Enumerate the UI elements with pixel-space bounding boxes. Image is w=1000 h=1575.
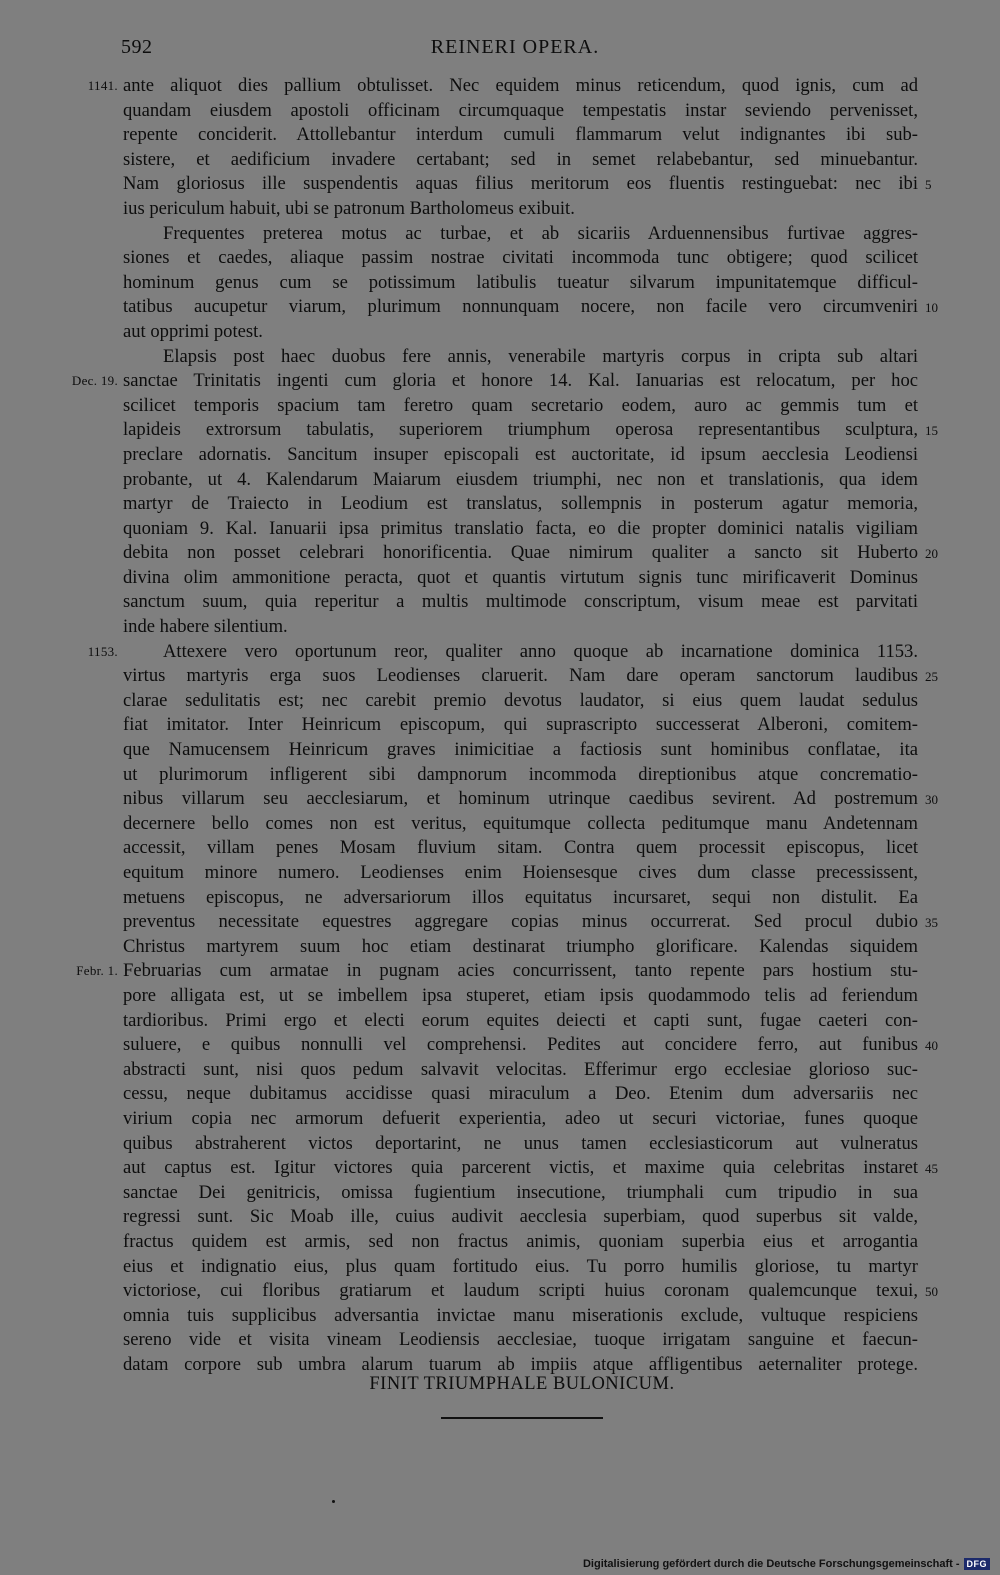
- line-text: equitum minore numero. Leodienses enim Hoiensesque cives dum classe precessissent,: [123, 862, 918, 883]
- line-text: que Namucensem Heinricum graves inimicitiae a factiosis sunt hominibus conflatae, ita: [123, 739, 918, 761]
- line-text: tardioribus. Primi ergo et electi eorum equites deiecti et capti sunt, fugae caeteri con-: [123, 1009, 918, 1031]
- text-line: [0, 836, 1000, 861]
- line-text: aut opprimi potest.: [123, 320, 263, 342]
- line-text: fiat imitator. Inter Heinricum episcopum, qui suprascripto successerat Alberoni, comitem-: [123, 714, 918, 736]
- line-text: aut captus est. Igitur victores quia parcerent victis, et maxime quia celebritas instaret: [123, 1157, 918, 1179]
- text-line: [0, 345, 1000, 370]
- text-line: [0, 1304, 1000, 1329]
- text-line: [0, 418, 1000, 443]
- text-line: [0, 910, 1000, 935]
- text-line: [0, 1107, 1000, 1132]
- margin-date-note: 1153.: [87, 643, 118, 659]
- line-text: Februarias cum armatae in pugnam acies concurrissent, tanto repente pars hostium stu-: [123, 960, 918, 982]
- line-text: ut plurimorum infligerent sibi dampnorum incommoda direptionibus atque concrematio-: [123, 763, 918, 785]
- text-line: [0, 861, 1000, 886]
- text-line: [0, 246, 1000, 271]
- text-line: [0, 664, 1000, 689]
- line-text: suluere, e quibus nonnulli vel comprehensi. Pedites aut concidere ferro, aut funibus: [123, 1034, 918, 1056]
- text-line: [0, 566, 1000, 591]
- line-text: ius periculum habuit, ubi se patronum Bartholomeus exibuit.: [123, 197, 575, 219]
- page-number: 592: [121, 36, 153, 58]
- line-text: cessu, neque dubitamus accidisse quasi miraculum a Deo. Etenim dum adversariis nec: [123, 1083, 918, 1105]
- line-text: quandam eiusdem apostoli officinam circumquaque tempestatis instar seviendo pervenisset,: [123, 99, 918, 121]
- line-text: victoriose, cui floribus gratiarum et laudum scripti huius coronam qualemcunque texui,: [123, 1280, 918, 1302]
- text-line: [0, 74, 1000, 99]
- line-text: fractus quidem est armis, sed non fractus animis, quoniam superbia eius et arrogantia: [123, 1230, 918, 1252]
- line-number: 50: [925, 1284, 938, 1300]
- line-number: 40: [925, 1038, 938, 1054]
- text-line: [0, 713, 1000, 738]
- line-text: quibus abstraherent victos deportarint, ne unus tamen ecclesiasticorum aut vulneratus: [123, 1132, 918, 1154]
- text-line: [0, 320, 1000, 345]
- text-line: [0, 394, 1000, 419]
- margin-date-note: Dec. 19.: [71, 373, 118, 389]
- margin-date-note: 1141.: [87, 78, 118, 93]
- text-line: [0, 812, 1000, 837]
- line-number: 45: [925, 1161, 938, 1177]
- line-text: pore alligata est, ut se imbellem ipsa stuperet, etiam ipsis quodammodo telis ad feriendum: [123, 984, 918, 1006]
- line-text: datam corpore sub umbra alarum tuarum ab impiis atque affligentibus aeternaliter protege.: [123, 1353, 918, 1375]
- line-text: repente conciderit. Attollebantur interdum cumuli flammarum velut indignantes ibi sub-: [123, 124, 918, 146]
- line-text: sistere, et aedificium invadere certabant; sed in semet relabebantur, sed minuebantur.: [123, 148, 918, 170]
- text-line: [0, 984, 1000, 1009]
- line-text: Elapsis post haec duobus fere annis, venerabile martyris corpus in cripta sub altari: [163, 345, 918, 367]
- line-text: Nam gloriosus ille suspendentis aquas filius meritorum eos fluentis restinguebat: nec ibi: [123, 173, 918, 195]
- line-text: metuens episcopus, ne adversariorum illos equitatus incursaret, sequi non distulit. Ea: [123, 886, 918, 908]
- text-line: [0, 689, 1000, 714]
- text-line: [0, 1328, 1000, 1353]
- digitization-footer: [583, 1556, 990, 1572]
- text-line: [0, 1009, 1000, 1034]
- text-line: [0, 1279, 1000, 1304]
- line-text: tatibus aucupetur viarum, plurimum nonnunquam nocere, non facile vero circumveniri: [123, 296, 918, 318]
- line-text: decernere bello comes non est veritus, equitumque collecta peditumque manu Andetennam: [123, 812, 918, 834]
- text-line: [0, 468, 1000, 493]
- line-text: preclare adornatis. Sancitum insuper episcopali est auctoritate, id ipsum aecclesia Leodiensi: [123, 443, 918, 465]
- closing-rule: [441, 1417, 603, 1419]
- line-text: eius et indignatio eius, plus quam fortitudo eius. Tu porro humilis gloriose, tu martyr: [123, 1255, 918, 1277]
- line-text: omnia tuis supplicibus adversantia invictae manu miserationis exclude, vultuque respiciens: [123, 1304, 918, 1326]
- line-text: hominum genus cum se potissimum latibulis tueatur silvarum impunitatemque difficul-: [123, 271, 918, 293]
- line-text: Christus martyrem suum hoc etiam destinarat triumpho glorificare. Kalendas siquidem: [123, 935, 918, 957]
- text-line: [0, 369, 1000, 394]
- line-text: virium copia nec armorum defuerit experientia, adeo ut securi victoriae, funes quoque: [123, 1107, 918, 1129]
- line-text: virtus martyris erga suos Leodienses claruerit. Nam dare operam sanctorum laudibus: [123, 665, 918, 687]
- text-line: [0, 615, 1000, 640]
- text-line: [0, 640, 1000, 665]
- line-number: 30: [925, 792, 938, 808]
- closing-title: FINIT TRIUMPHALE BULONICUM.: [369, 1374, 675, 1394]
- text-line: [0, 1156, 1000, 1181]
- ink-speck: [332, 1500, 335, 1503]
- text-line: [0, 1230, 1000, 1255]
- text-line: [0, 541, 1000, 566]
- line-text: sanctae Trinitatis ingenti cum gloria et honore 14. Kal. Ianuarias est relocatum, per hoc: [123, 370, 918, 392]
- line-text: inde habere silentium.: [123, 616, 288, 638]
- text-line: [0, 123, 1000, 148]
- line-text: sanctae Dei genitricis, omissa fugientium insecutione, triumphali cum tripudio in sua: [123, 1181, 918, 1203]
- text-line: [0, 787, 1000, 812]
- text-line: [0, 1033, 1000, 1058]
- footer-credit: Digitalisierung gefördert durch die Deutsche Forschungsgemeinschaft -: [582, 1558, 960, 1570]
- line-text: quoniam 9. Kal. Ianuarii ipsa primitus translatio facta, eo die propter dominici natalis vigiliam: [123, 517, 918, 539]
- running-title: REINERI OPERA.: [430, 36, 600, 58]
- line-number: 25: [925, 669, 938, 685]
- body-text: [0, 74, 1000, 1377]
- line-text: sereno vide et visita vineam Leodiensis aecclesiae, tuoque irrigatam sanguine et faecun-: [123, 1329, 918, 1351]
- text-line: [0, 172, 1000, 197]
- text-line: [0, 271, 1000, 296]
- text-line: [0, 935, 1000, 960]
- line-text: scilicet temporis spacium tam feretro quam secretario eodem, auro ac gemmis tum et: [123, 394, 918, 416]
- line-text: regressi sunt. Sic Moab ille, cuius audivit aecclesia superbiam, quod superbus sit valde,: [123, 1206, 918, 1228]
- text-line: [0, 1058, 1000, 1083]
- text-line: [0, 443, 1000, 468]
- text-line: [0, 590, 1000, 615]
- line-text: abstracti sunt, nisi quos pedum salvavit velocitas. Efferimur ergo ecclesiae glorioso suc-: [123, 1058, 918, 1080]
- line-number: 15: [925, 423, 938, 439]
- line-text: clarae sedulitatis est; nec carebit premio devotus laudator, si eius quem laudat sedulus: [123, 689, 918, 711]
- line-number: 35: [925, 915, 938, 931]
- line-text: siones et caedes, aliaque passim nostrae civitati incommoda tunc obtigere; quod scilicet: [123, 247, 918, 269]
- line-number: 20: [925, 546, 938, 562]
- text-line: [0, 517, 1000, 542]
- text-line: [0, 738, 1000, 763]
- line-number: 10: [925, 300, 938, 316]
- line-text: martyr de Traiecto in Leodium est translatus, sollempnis in posterum agatur memoria,: [123, 493, 918, 515]
- line-number: 5: [925, 177, 932, 193]
- line-text: accessit, villam penes Mosam fluvium sitam. Contra quem processit episcopus, licet: [123, 837, 918, 859]
- line-text: probante, ut 4. Kalendarum Maiarum eiusdem triumphi, nec non et translationis, qua idem: [123, 468, 918, 490]
- text-line: [0, 492, 1000, 517]
- text-line: [0, 1255, 1000, 1280]
- margin-date-note: Febr. 1.: [76, 963, 118, 979]
- line-text: lapideis extrorsum tabulatis, superiorem triumphum operosa representantibus sculptura,: [123, 419, 918, 441]
- line-text: Frequentes preterea motus ac turbae, et ab sicariis Arduennensibus furtivae aggres-: [163, 222, 918, 244]
- text-line: [0, 1082, 1000, 1107]
- line-text: ante aliquot dies pallium obtulisset. Nec equidem minus reticendum, quod ignis, cum ad: [123, 75, 918, 96]
- text-line: [0, 148, 1000, 173]
- text-line: [0, 197, 1000, 222]
- line-text: sanctum suum, quia reperitur a multis multimode conscriptum, visum meae est parvitati: [123, 591, 918, 613]
- line-text: nibus villarum seu aecclesiarum, et hominum utrinque caedibus sevirent. Ad postremum: [123, 788, 918, 810]
- text-line: [0, 1205, 1000, 1230]
- text-line: [0, 1181, 1000, 1206]
- text-line: [0, 886, 1000, 911]
- line-text: divina olim ammonitione peracta, quot et quantis virtutum signis tunc mirificaverit Dominus: [123, 566, 918, 588]
- text-line: [0, 763, 1000, 788]
- page-header: [0, 36, 1000, 62]
- text-line: [0, 295, 1000, 320]
- line-text: Attexere vero oportunum reor, qualiter anno quoque ab incarnatione dominica 1153.: [163, 640, 918, 662]
- text-line: [0, 222, 1000, 247]
- text-line: [0, 99, 1000, 124]
- line-text: debita non posset celebrari honorificentia. Quae nimirum qualiter a sancto sit Huberto: [123, 542, 918, 564]
- line-text: preventus necessitate equestres aggregare copias minus occurrerat. Sed procul dubio: [123, 911, 918, 933]
- dfg-logo: DFG: [964, 1558, 991, 1570]
- text-line: [0, 959, 1000, 984]
- text-line: [0, 1132, 1000, 1157]
